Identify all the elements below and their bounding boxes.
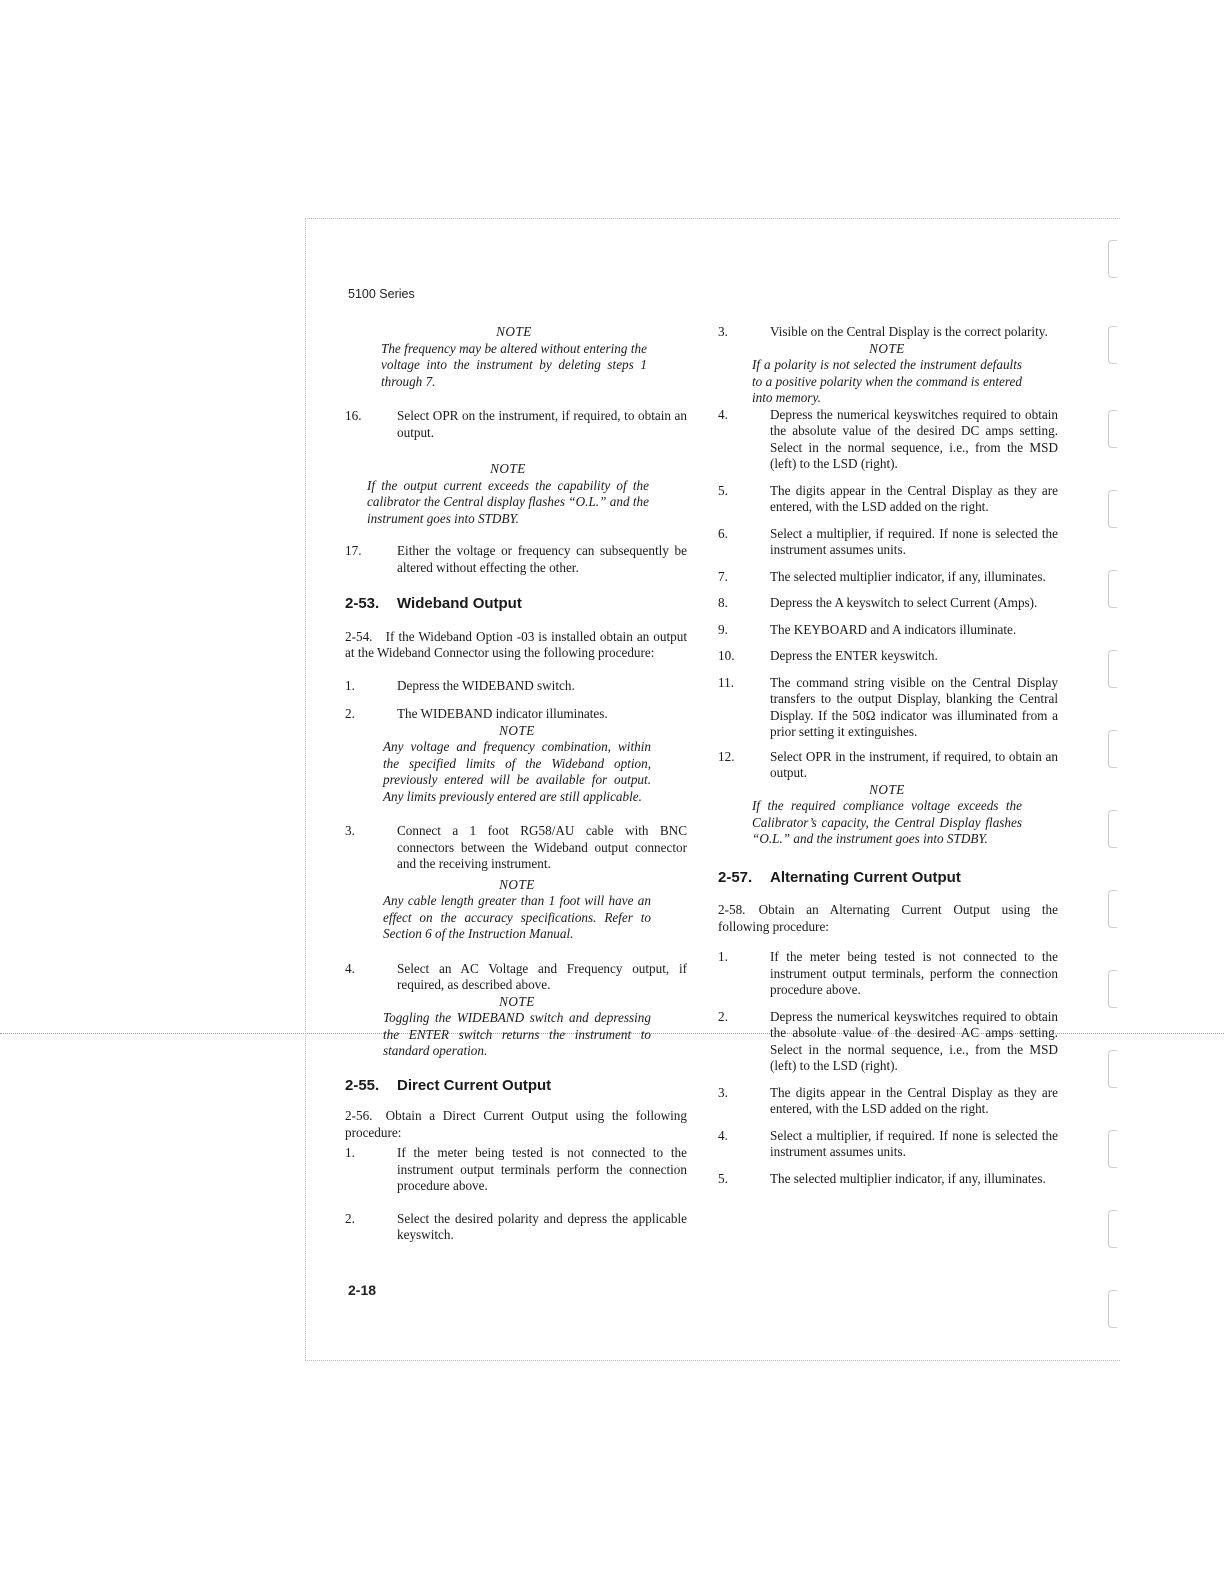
- step-text: Depress the numerical keyswitches required to obtain the absolute value of the desired DC amps setting. Select in the normal sequence, i.e., from the MSD (left) to the LSD (right).: [770, 406, 1058, 471]
- note-body: If the required compliance voltage exceeds the Calibrator’s capacity, the Central Display flashes “O.L.” and the instrument goes into STDBY.: [752, 798, 1022, 846]
- paragraph: 2-54. If the Wideband Option -03 is installed obtain an output at the Wideband Connector using the following procedure:: [345, 628, 687, 660]
- step-item: [718, 1128, 1058, 1161]
- step-text: Select a multiplier, if required. If none is selected the instrument assumes units.: [770, 525, 1058, 557]
- step-item: [718, 1171, 1058, 1188]
- note-title: NOTE: [496, 324, 532, 339]
- step-number: 1.: [345, 1145, 355, 1160]
- step-number: 5.: [718, 482, 728, 498]
- right-column: [718, 324, 1058, 1187]
- step-number: 4.: [718, 1127, 728, 1143]
- step-number: 16.: [345, 408, 362, 423]
- section-heading: [345, 596, 687, 613]
- section-heading: [345, 1078, 687, 1095]
- step-text: If the meter being tested is not connected to the instrument output terminals perform the connection procedure above.: [397, 1145, 687, 1193]
- step-text: The KEYBOARD and A indicators illuminate.: [770, 621, 1017, 637]
- note-block: [345, 723, 687, 806]
- note-block: [345, 994, 687, 1060]
- step-text: Select the desired polarity and depress the applicable keyswitch.: [397, 1210, 687, 1242]
- step-number: 11.: [718, 674, 734, 690]
- step-text: Depress the ENTER keyswitch.: [770, 648, 938, 663]
- step-text: Visible on the Central Display is the correct polarity.: [770, 324, 1048, 339]
- section-number: 2-57.: [718, 868, 753, 886]
- step-text: The digits appear in the Central Display as they are entered, with the LSD added on the right.: [770, 482, 1058, 514]
- step-text: Select OPR in the instrument, if required, to obtain an output.: [770, 748, 1058, 780]
- paragraph: 2-58. Obtain an Alternating Current Output using the following procedure:: [718, 902, 1058, 934]
- step-number: 8.: [718, 595, 728, 610]
- step-number: 3.: [718, 324, 728, 339]
- step-item: [718, 675, 1058, 741]
- section-heading: [718, 870, 1058, 887]
- note-body: Any cable length greater than 1 foot will have an effect on the accuracy specifications. Refer to Section 6 of the Instruction Manual.: [383, 893, 651, 941]
- step-item: [718, 526, 1058, 559]
- page-number: 2-18: [348, 1282, 377, 1298]
- scan-frame-bottom: [305, 1360, 1120, 1361]
- step-text: Depress the A keyswitch to select Current (Amps).: [770, 595, 1038, 610]
- section-title: Direct Current Output: [397, 1076, 552, 1094]
- step-item: [718, 749, 1058, 782]
- step-text: Connect a 1 foot RG58/AU cable with BNC connectors between the Wideband output connector and the receiving instrument.: [397, 823, 687, 871]
- step-text: Depress the numerical keyswitches required to obtain the absolute value of the desired AC amps setting. Select in the normal sequence, i.e., from the MSD (left) to the LSD (right).: [770, 1008, 1058, 1073]
- step-item: [718, 483, 1058, 516]
- step-number: 3.: [345, 823, 355, 838]
- section-title: Alternating Current Output: [770, 868, 961, 886]
- step-item: [718, 595, 1058, 612]
- step-text: Depress the WIDEBAND switch.: [397, 677, 575, 693]
- note-block: [345, 324, 687, 390]
- step-item: [345, 408, 687, 441]
- step-item: [718, 324, 1058, 341]
- step-number: 6.: [718, 525, 728, 541]
- step-item: [345, 678, 687, 695]
- step-number: 3.: [718, 1084, 728, 1100]
- note-body: If the output current exceeds the capability of the calibrator the Central display flashes “O.L.” and the instrument goes into STDBY.: [367, 477, 649, 526]
- note-title: NOTE: [499, 722, 535, 738]
- step-number: 12.: [718, 748, 735, 764]
- step-item: [345, 543, 687, 576]
- note-block: [718, 782, 1058, 848]
- step-item: [718, 1085, 1058, 1118]
- step-text: Select OPR on the instrument, if required, to obtain an output.: [397, 408, 687, 440]
- step-text: The selected multiplier indicator, if any, illuminates.: [770, 1170, 1046, 1186]
- step-number: 5.: [718, 1170, 728, 1186]
- note-title: NOTE: [869, 781, 905, 797]
- step-number: 1.: [718, 949, 728, 964]
- step-item: [718, 1009, 1058, 1075]
- note-body: The frequency may be altered without entering the voltage into the instrument by deleting steps 1 through 7.: [381, 340, 647, 389]
- step-number: 7.: [718, 568, 728, 584]
- step-item: [345, 823, 687, 873]
- section-number: 2-55.: [345, 1076, 380, 1094]
- step-item: [345, 1211, 687, 1244]
- step-number: 4.: [718, 406, 728, 422]
- scan-frame-left: [305, 218, 306, 1360]
- step-text: The digits appear in the Central Display as they are entered, with the LSD added on the right.: [770, 1084, 1058, 1116]
- step-item: [718, 949, 1058, 999]
- step-text: If the meter being tested is not connected to the instrument output terminals, perform the connection procedure above.: [770, 949, 1058, 997]
- note-block: [718, 341, 1058, 407]
- scan-frame-top: [305, 218, 1120, 219]
- note-body: Any voltage and frequency combination, within the specified limits of the Wideband option, previously entered will be available for output. Any limits previously entered are still applicable.: [383, 739, 651, 804]
- step-number: 2.: [345, 1210, 355, 1226]
- note-title: NOTE: [499, 876, 535, 892]
- step-item: [718, 648, 1058, 665]
- step-item: [345, 706, 687, 723]
- step-number: 9.: [718, 621, 728, 637]
- step-number: 17.: [345, 543, 362, 558]
- note-title: NOTE: [499, 993, 535, 1009]
- step-number: 1.: [345, 677, 355, 693]
- left-column: [345, 324, 687, 1244]
- note-block: [345, 877, 687, 943]
- note-body: Toggling the WIDEBAND switch and depressing the ENTER switch returns the instrument to standard operation.: [383, 1010, 651, 1058]
- step-item: [718, 407, 1058, 473]
- step-text: Select an AC Voltage and Frequency output, if required, as described above.: [397, 960, 687, 992]
- step-item: [718, 569, 1058, 586]
- step-item: [345, 961, 687, 994]
- paragraph: 2-56. Obtain a Direct Current Output using the following procedure:: [345, 1108, 687, 1140]
- running-header: 5100 Series: [348, 287, 415, 301]
- step-text: Either the voltage or frequency can subsequently be altered without effecting the other.: [397, 543, 687, 575]
- step-text: The selected multiplier indicator, if any, illuminates.: [770, 568, 1046, 584]
- step-number: 4.: [345, 960, 355, 976]
- section-title: Wideband Output: [397, 595, 522, 612]
- note-body: If a polarity is not selected the instrument defaults to a positive polarity when the command is entered into memory.: [752, 357, 1022, 405]
- step-text: Select a multiplier, if required. If none is selected the instrument assumes units.: [770, 1127, 1058, 1159]
- step-item: [718, 622, 1058, 639]
- note-title: NOTE: [490, 461, 526, 476]
- section-number: 2-53.: [345, 595, 380, 612]
- step-text: The WIDEBAND indicator illuminates.: [397, 706, 608, 721]
- note-block: [345, 461, 687, 527]
- step-number: 10.: [718, 648, 735, 663]
- step-number: 2.: [718, 1008, 728, 1024]
- step-text: The command string visible on the Central Display transfers to the output Display, blanking the Central Display. If the 50Ω indicator was illuminated from a prior setting it extinguishes.: [770, 674, 1058, 739]
- binding-marks: [1108, 240, 1128, 1350]
- step-number: 2.: [345, 706, 355, 721]
- step-item: [345, 1145, 687, 1195]
- note-title: NOTE: [869, 340, 905, 356]
